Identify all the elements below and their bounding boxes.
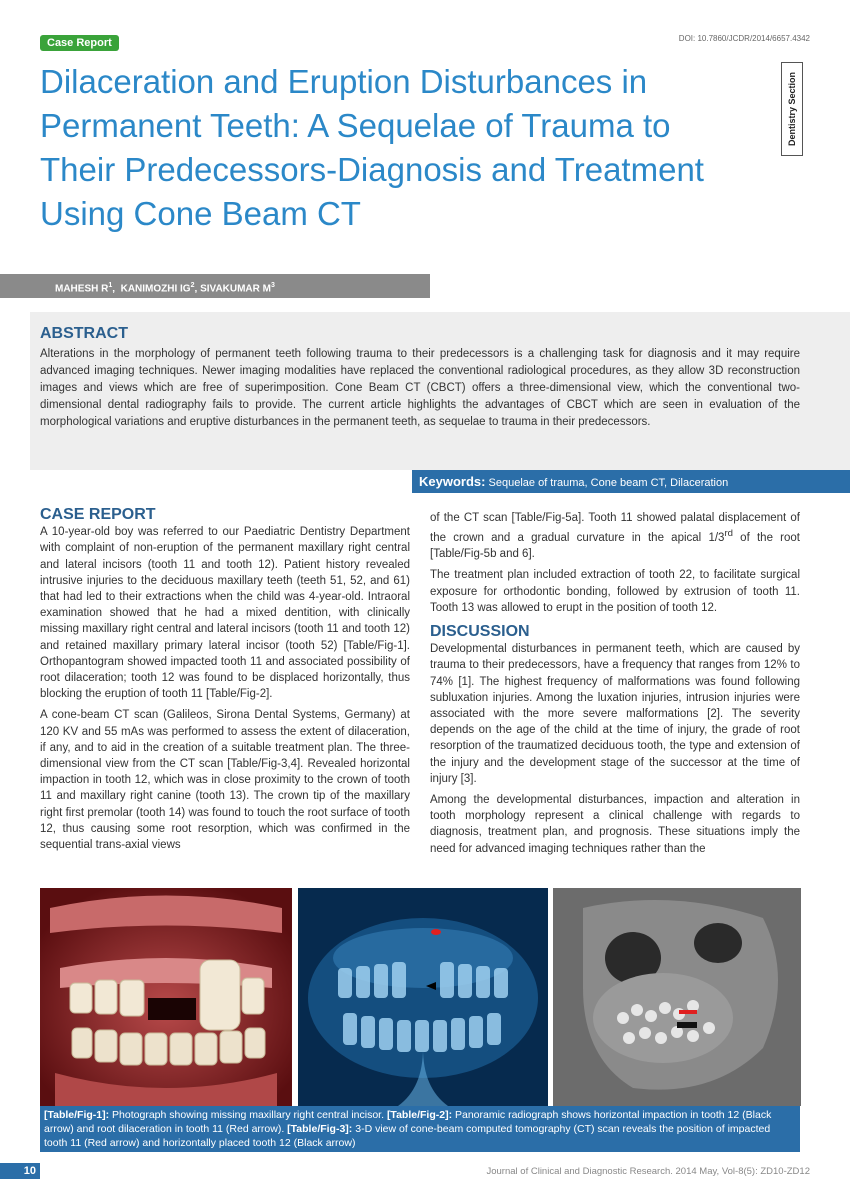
keywords-bar [412,470,850,493]
author-2-sup: 2 [190,282,195,289]
abstract-text: Alterations in the morphology of permanent teeth following trauma to their predecessors is a challenging task for diagnosis and it may require advanced imaging techniques. Newer imaging modalities have replaced the conventional radiological procedures, as they allow 3D reconstruction images and views which are free of superimposition. Cone Beam CT (CBCT) offers a three-dimensional view, which the conventional two-dimensional dental radiography fails to provide. The current article highlights the advantages of CBCT which are seen in evaluation of the morphological variations and eruptive disturbances in the permanent teeth, as sequelae to trauma in their predecessors. [40,348,800,428]
case-report-heading: CASE REPORT [40,506,156,523]
caption-fig3-label: [Table/Fig-3]: [287,1123,353,1135]
case-report-paragraph-3 [430,510,800,562]
panoramic-radiograph-illustration [298,888,548,1106]
p3-text-a: of the CT scan [Table/Fig-5a]. Tooth 11 showed palatal displacement of the crown and a gradual curvature in the apical 1/3 [430,512,800,545]
author-1-sup: 1 [108,282,113,289]
p3-sup: rd [724,528,733,540]
figure-2-radiograph [298,888,548,1106]
case-report-paragraph-1: A 10-year-old boy was referred to our Paediatric Dentistry Department with complaint of non-eruption of the permanent maxillary right central and lateral incisors (tooth 11 and tooth 12). Patient history revealed intrusive injuries to the deciduous maxillary teeth (teeth 51, 52, and 61) that had led to their extractions when the child was 4-year-old. Intraoral examination showed that he had a mixed dentition, with clinically missing maxillary right central and lateral incisors (tooth 11 and tooth 12) and retained maxillary primary lateral incisor (tooth 52) [Table/Fig-1]. Orthopantogram showed impacted tooth 11 and associated possibility of root dilaceration; tooth 12 was found to be displaced horizontally, thus blocking the eruption of tooth 11 [Table/Fig-2]. [40,526,410,701]
mouth-photo-illustration [40,888,292,1106]
caption-fig3-text: 3-D view of cone-beam computed tomography (CT) scan reveals the position of impacted tooth 11 (Red arrow) and horizontally placed tooth 12 (Black arrow) [44,1123,771,1149]
keywords-label: Keywords: [419,474,486,489]
right-column [430,510,800,862]
author-2: KANIMOZHI IG [120,283,191,295]
cbct-3d-illustration [553,888,801,1106]
red-arrow-marker [679,1010,697,1014]
figure-caption [40,1106,800,1152]
figure-1-photo [40,888,292,1106]
doi-label: DOI: 10.7860/JCDR/2014/6657.4342 [678,34,810,43]
caption-fig1-label: [Table/Fig-1]: [44,1109,110,1121]
journal-citation: Journal of Clinical and Diagnostic Research. 2014 May, Vol-8(5): ZD10-ZD12 [486,1166,810,1177]
red-arrow-marker [431,929,441,935]
author-bar: MAHESH $R^1$, KANIMOZHI $IG^2$, SIVAKUMAR $M^3$ [0,274,430,298]
caption-fig2-label: [Table/Fig-2]: [386,1109,453,1121]
left-column [40,507,410,858]
caption-fig2-text: Panoramic radiograph shows horizontal impaction in tooth 12 (Black arrow) and root dilaceration in tooth 11 (Red arrow). [44,1109,772,1135]
caption-fig1-text: Photograph showing missing maxillary right central incisor. [109,1109,387,1121]
discussion-heading: DISCUSSION [430,623,530,641]
section-label: Dentistry Section [787,71,797,147]
figure-3-cbct-view [553,888,801,1106]
case-report-paragraph-4: The treatment plan included extraction of tooth 22, to facilitate surgical exposure for orthodontic bonding, followed by extrusion of tooth 11. Tooth 13 was allowed to erupt in the position of tooth 12. [430,569,800,614]
abstract-heading: ABSTRACT [40,325,128,342]
author-1: MAHESH R [55,283,109,295]
article-type-badge: Case Report [40,35,119,51]
case-report-paragraph-2: A cone-beam CT scan (Galileos, Sirona Dental Systems, Germany) at 120 KV and 55 mAs was performed to assess the extent of dilaceration, if any, and to aid in the creation of a suitable treatment plan. The three-dimensional view from the CT scan [Table/Fig-3,4]. Revealed horizontal impaction in tooth 12, which was in close proximity to the crown of tooth 11 and maxillary right canine (tooth 13). The crown tip of the maxillary right first premolar (tooth 14) was found to touch the root surface of tooth 12, thus causing some root resorption, which was confirmed in the sequential trans-axial views [40,709,410,852]
p3-text-b: of the root [Table/Fig-5b and 6]. [430,532,800,561]
article-title: Dilaceration and Eruption Disturbances in Permanent Teeth: A Sequelae of Trauma to Their Predecessors-Diagnosis and Treatment Using Cone Beam CT [40,63,704,232]
author-3: SIVAKUMAR M [200,283,271,295]
author-3-sup: 3 [271,282,275,289]
discussion-paragraph-1: Developmental disturbances in permanent teeth, which are caused by trauma to their predecessors, have a frequency that ranges from 12% to 74% [1]. The highest frequency of malformations was found following subluxation injuries. Among the luxation injuries, intrusion injuries were associated with the more severe malformations [2]. The severity depends on the age of the child at the time of injury, the grade of root resorption of the traumatized deciduous tooth, the type and extension of the injury and the development stage of the successor at the time of injury [3]. [430,643,800,785]
section-label-box [781,62,803,156]
page-number: 10 [0,1163,40,1179]
discussion-paragraph-2: Among the developmental disturbances, impaction and alteration in tooth morphology represent a clinical challenge with regards to diagnosis, treatment plan, and prognosis. These situations imply the need for advanced imaging techniques rather than the [430,794,800,855]
keywords-text: Sequelae of trauma, Cone beam CT, Dilaceration [488,477,729,489]
black-arrow-marker [677,1022,697,1028]
